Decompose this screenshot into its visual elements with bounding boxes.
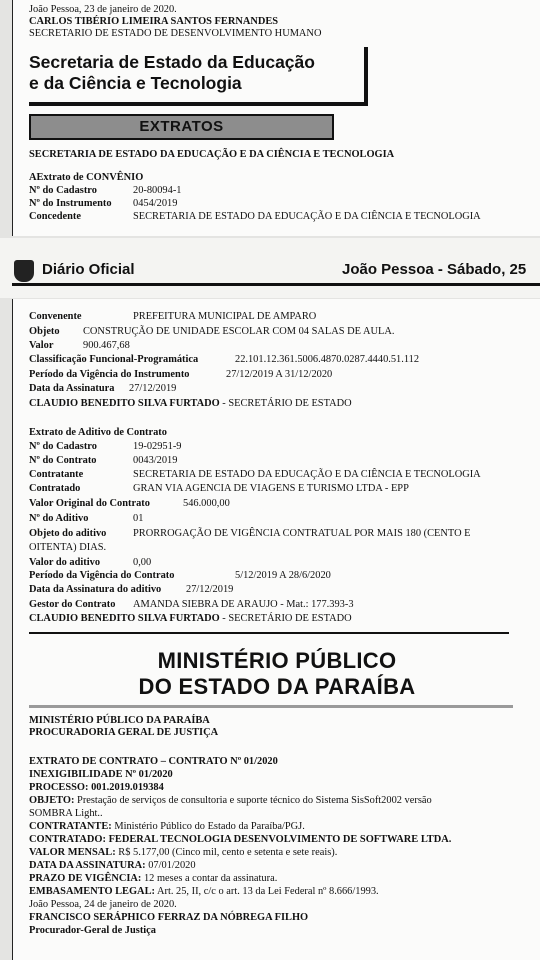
section-divider	[29, 632, 509, 634]
contratado-label: CONTRATADO:	[29, 834, 106, 845]
cadastro-label: Nº do Cadastro	[29, 441, 97, 452]
extratos-banner: EXTRATOS	[29, 114, 334, 140]
date-line: João Pessoa, 23 de janeiro de 2020.	[29, 4, 177, 15]
field-value: SECRETARIA DE ESTADO DA EDUCAÇÃO E DA CIÊNCIA E TECNOLOGIA	[133, 211, 481, 222]
prazo-value: 12 meses a contar da assinatura.	[141, 873, 278, 884]
embasamento-value: Art. 25, II, c/c o art. 13 da Lei Federal nº 8.666/1993.	[154, 886, 379, 897]
field-value: 0454/2019	[133, 198, 178, 209]
num-aditivo-label: Nº do Aditivo	[29, 513, 89, 524]
signatory-name: CARLOS TIBÉRIO LIMEIRA SANTOS FERNANDES	[29, 16, 279, 27]
periodo-value: 27/12/2019 A 31/12/2020	[226, 369, 333, 380]
mp-org-unit: PROCURADORIA GERAL DE JUSTIÇA	[29, 727, 219, 738]
local-data: João Pessoa, 24 de janeiro de 2020.	[29, 899, 177, 910]
contratado-value: FEDERAL TECNOLOGIA DESENVOLVIMENTO DE SOFTWARE LTDA.	[105, 834, 452, 845]
num-aditivo-value: 01	[133, 513, 144, 524]
contratado-value: GRAN VIA AGENCIA DE VIAGENS E TURISMO LTDA - EPP	[133, 483, 409, 494]
convenio-title: AExtrato de CONVÊNIO	[29, 172, 144, 183]
signature-line	[29, 398, 352, 410]
mp-org-name: MINISTÉRIO PÚBLICO DA PARAÍBA	[29, 715, 210, 726]
valor-value: 900.467,68	[83, 340, 130, 351]
objeto-value: CONSTRUÇÃO DE UNIDADE ESCOLAR COM 04 SALAS DE AULA.	[83, 326, 395, 337]
classificacao-value: 22.101.12.361.5006.4870.0287.4440.51.112	[235, 354, 420, 365]
signatory-role: SECRETARIO DE ESTADO DE DESENVOLVIMENTO HUMANO	[29, 28, 322, 39]
field-label: Concedente	[29, 211, 81, 222]
bottom-page	[12, 299, 540, 960]
valor-line	[29, 847, 337, 859]
gestor-label: Gestor do Contrato	[29, 599, 116, 610]
section-divider	[29, 705, 513, 708]
assinatura-label: Data da Assinatura	[29, 383, 115, 394]
processo: PROCESSO: 001.2019.019384	[29, 782, 164, 793]
newspaper-date: João Pessoa - Sábado, 25	[342, 261, 527, 278]
extrato-title: EXTRATO DE CONTRATO – CONTRATO Nº 01/2020	[29, 756, 278, 767]
objeto-value-cont: SOMBRA Light..	[29, 808, 103, 819]
gestor-value: AMANDA SIEBRA DE ARAUJO - Mat.: 177.393-3	[133, 599, 354, 610]
contrato-label: Nº do Contrato	[29, 455, 97, 466]
valor-value: R$ 5.177,00 (Cinco mil, cento e setenta e sete reais).	[115, 847, 338, 858]
valor-label: VALOR MENSAL:	[29, 847, 116, 858]
signatory-role: - SECRETÁRIO DE ESTADO	[219, 398, 352, 409]
field-value: 20-80094-1	[133, 185, 182, 196]
periodo-label: Período da Vigência do Instrumento	[29, 369, 190, 380]
aditivo-title: Extrato de Aditivo de Contrato	[29, 427, 167, 438]
assinatura-aditivo-value: 27/12/2019	[186, 584, 234, 595]
convenente-value: PREFEITURA MUNICIPAL DE AMPARO	[133, 311, 317, 322]
contratante-label: CONTRATANTE:	[29, 821, 112, 832]
masthead-rule	[12, 283, 540, 286]
top-page	[12, 0, 540, 236]
contratante-value: Ministério Público do Estado da Paraíba/PGJ.	[111, 821, 305, 832]
field-label: Nº do Cadastro	[29, 185, 97, 196]
embasamento-line	[29, 886, 379, 898]
objeto-aditivo-value: PRORROGAÇÃO DE VIGÊNCIA CONTRATUAL POR MAIS 180 (CENTO E	[133, 528, 471, 539]
data-value: 07/01/2020	[145, 860, 196, 871]
assinatura-value: 27/12/2019	[129, 383, 177, 394]
objeto-label: Objeto	[29, 326, 60, 337]
data-label: DATA DA ASSINATURA:	[29, 860, 146, 871]
objeto-aditivo-value-cont: OITENTA) DIAS.	[29, 542, 107, 553]
contratado-label: Contratado	[29, 483, 81, 494]
objeto-line	[29, 795, 432, 807]
valor-aditivo-label: Valor do aditivo	[29, 557, 101, 568]
embasamento-label: EMBASAMENTO LEGAL:	[29, 886, 155, 897]
assinatura-aditivo-label: Data da Assinatura do aditivo	[29, 584, 162, 595]
periodo-contrato-value: 5/12/2019 A 28/6/2020	[235, 570, 331, 581]
contratante-line	[29, 821, 305, 833]
contrato-value: 0043/2019	[133, 455, 178, 466]
prazo-label: PRAZO DE VIGÊNCIA:	[29, 873, 142, 884]
valor-original-label: Valor Original do Contrato	[29, 498, 150, 509]
valor-original-value: 546.000,00	[183, 498, 230, 509]
contratante-value: SECRETARIA DE ESTADO DA EDUCAÇÃO E DA CIÊNCIA E TECNOLOGIA	[133, 469, 481, 480]
objeto-aditivo-label: Objeto do aditivo	[29, 528, 107, 539]
signature-line	[29, 613, 352, 625]
prazo-line	[29, 873, 277, 885]
objeto-label: OBJETO:	[29, 795, 75, 806]
contratado-line	[29, 834, 451, 846]
valor-aditivo-value: 0,00	[133, 557, 152, 568]
cadastro-value: 19-02951-9	[133, 441, 182, 452]
inexigibilidade: INEXIGIBILIDADE Nº 01/2020	[29, 769, 173, 780]
classificacao-label: Classificação Funcional-Programática	[29, 354, 199, 365]
periodo-contrato-label: Período da Vigência do Contrato	[29, 570, 175, 581]
contratante-label: Contratante	[29, 469, 84, 480]
signatory-name: CLAUDIO BENEDITO SILVA FURTADO	[29, 613, 220, 624]
secretaria-title: SECRETARIA DE ESTADO DA EDUCAÇÃO E DA CIÊNCIA E TECNOLOGIA	[29, 149, 395, 160]
section-heading-line1: Secretaria de Estado da Educação	[29, 52, 315, 72]
objeto-value: Prestação de serviços de consultoria e suporte técnico do Sistema SisSoft2002 versão	[74, 795, 432, 806]
signatory-role: - SECRETÁRIO DE ESTADO	[219, 613, 352, 624]
coat-of-arms-icon	[14, 260, 34, 282]
masthead	[12, 258, 540, 286]
field-label: Nº do Instrumento	[29, 198, 112, 209]
section-heading-line2: e da Ciência e Tecnologia	[29, 73, 242, 93]
convenente-label: Convenente	[29, 311, 82, 322]
newspaper-title: Diário Oficial	[42, 261, 135, 278]
signatory-name: CLAUDIO BENEDITO SILVA FURTADO	[29, 398, 220, 409]
mp-signatory-name: FRANCISCO SERÁPHICO FERRAZ DA NÓBREGA FILHO	[29, 912, 309, 923]
mp-signatory-role: Procurador-Geral de Justiça	[29, 925, 156, 936]
mp-title-line1: MINISTÉRIO PÚBLICO	[157, 648, 397, 673]
mp-title-line2: DO ESTADO DA PARAÍBA	[138, 674, 416, 699]
valor-label: Valor	[29, 340, 54, 351]
data-line	[29, 860, 196, 872]
